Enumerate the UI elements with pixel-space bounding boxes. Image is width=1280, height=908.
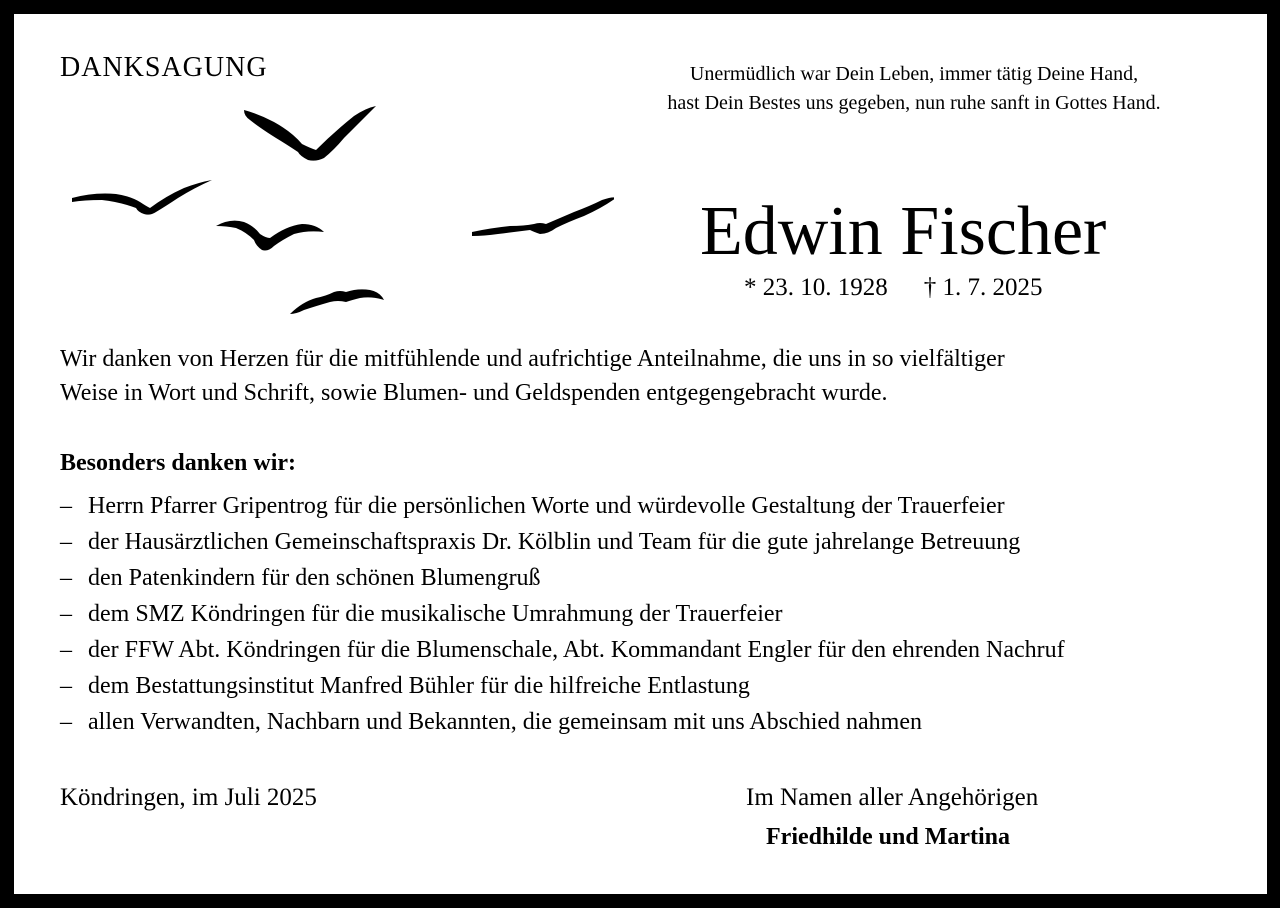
bird-icon	[216, 221, 324, 251]
list-bullet: –	[60, 637, 72, 663]
intro-text	[60, 342, 1240, 410]
birth-date: * 23. 10. 1928	[744, 274, 888, 301]
thanks-heading: Besonders danken wir:	[60, 450, 297, 476]
poem-line: Unermüdlich war Dein Leben, immer tätig Deine Hand,	[689, 63, 1139, 85]
list-item-text: der Hausärztlichen Gemeinschaftspraxis Dr. Kölblin und Team für die gute jahrelange Betreuung	[88, 529, 1021, 555]
list-bullet: –	[60, 673, 72, 699]
list-bullet: –	[60, 601, 72, 627]
page-title: DANKSAGUNG	[60, 52, 268, 83]
bird-icon	[290, 289, 384, 314]
signatories: Friedhilde und Martina	[766, 824, 1011, 850]
poem	[604, 60, 1224, 118]
list-item	[60, 632, 1065, 668]
list-bullet: –	[60, 709, 72, 735]
list-item-text: den Patenkindern für den schönen Blumengruß	[88, 565, 541, 591]
bird-icon	[244, 106, 376, 161]
deceased-name: Edwin Fischer	[700, 193, 1107, 270]
intro-line: Weise in Wort und Schrift, sowie Blumen- und Geldspenden entgegengebracht wurde.	[60, 380, 888, 406]
thanks-list	[60, 488, 1065, 740]
list-item	[60, 488, 1065, 524]
list-item-text: der FFW Abt. Köndringen für die Blumenschale, Abt. Kommandant Engler für den ehrenden Nachruf	[88, 637, 1065, 663]
bird-icon	[72, 180, 212, 215]
list-item-text: Herrn Pfarrer Gripentrog für die persönlichen Worte und würdevolle Gestaltung der Trauerfeier	[88, 493, 1005, 519]
poem-line: hast Dein Bestes uns gegeben, nun ruhe sanft in Gottes Hand.	[667, 92, 1161, 114]
signature-line: Im Namen aller Angehörigen	[746, 784, 1039, 811]
list-item-text: allen Verwandten, Nachbarn und Bekannten, die gemeinsam mit uns Abschied nahmen	[88, 709, 922, 735]
life-dates	[744, 274, 1043, 302]
flying-birds-icon	[54, 92, 614, 332]
list-item	[60, 704, 1065, 740]
death-date: † 1. 7. 2025	[923, 274, 1043, 301]
list-bullet: –	[60, 565, 72, 591]
bird-icon	[472, 197, 614, 236]
list-bullet: –	[60, 529, 72, 555]
list-item-text: dem Bestattungsinstitut Manfred Bühler für die hilfreiche Entlastung	[88, 673, 750, 699]
intro-line: Wir danken von Herzen für die mitfühlende und aufrichtige Anteilnahme, die uns in so vielfältiger	[60, 346, 1005, 372]
list-bullet: –	[60, 493, 72, 519]
list-item	[60, 668, 1065, 704]
obituary-card	[14, 14, 1267, 894]
list-item	[60, 560, 1065, 596]
list-item-text: dem SMZ Köndringen für die musikalische Umrahmung der Trauerfeier	[88, 601, 783, 627]
place-date: Köndringen, im Juli 2025	[60, 784, 317, 811]
list-item	[60, 524, 1065, 560]
list-item	[60, 596, 1065, 632]
